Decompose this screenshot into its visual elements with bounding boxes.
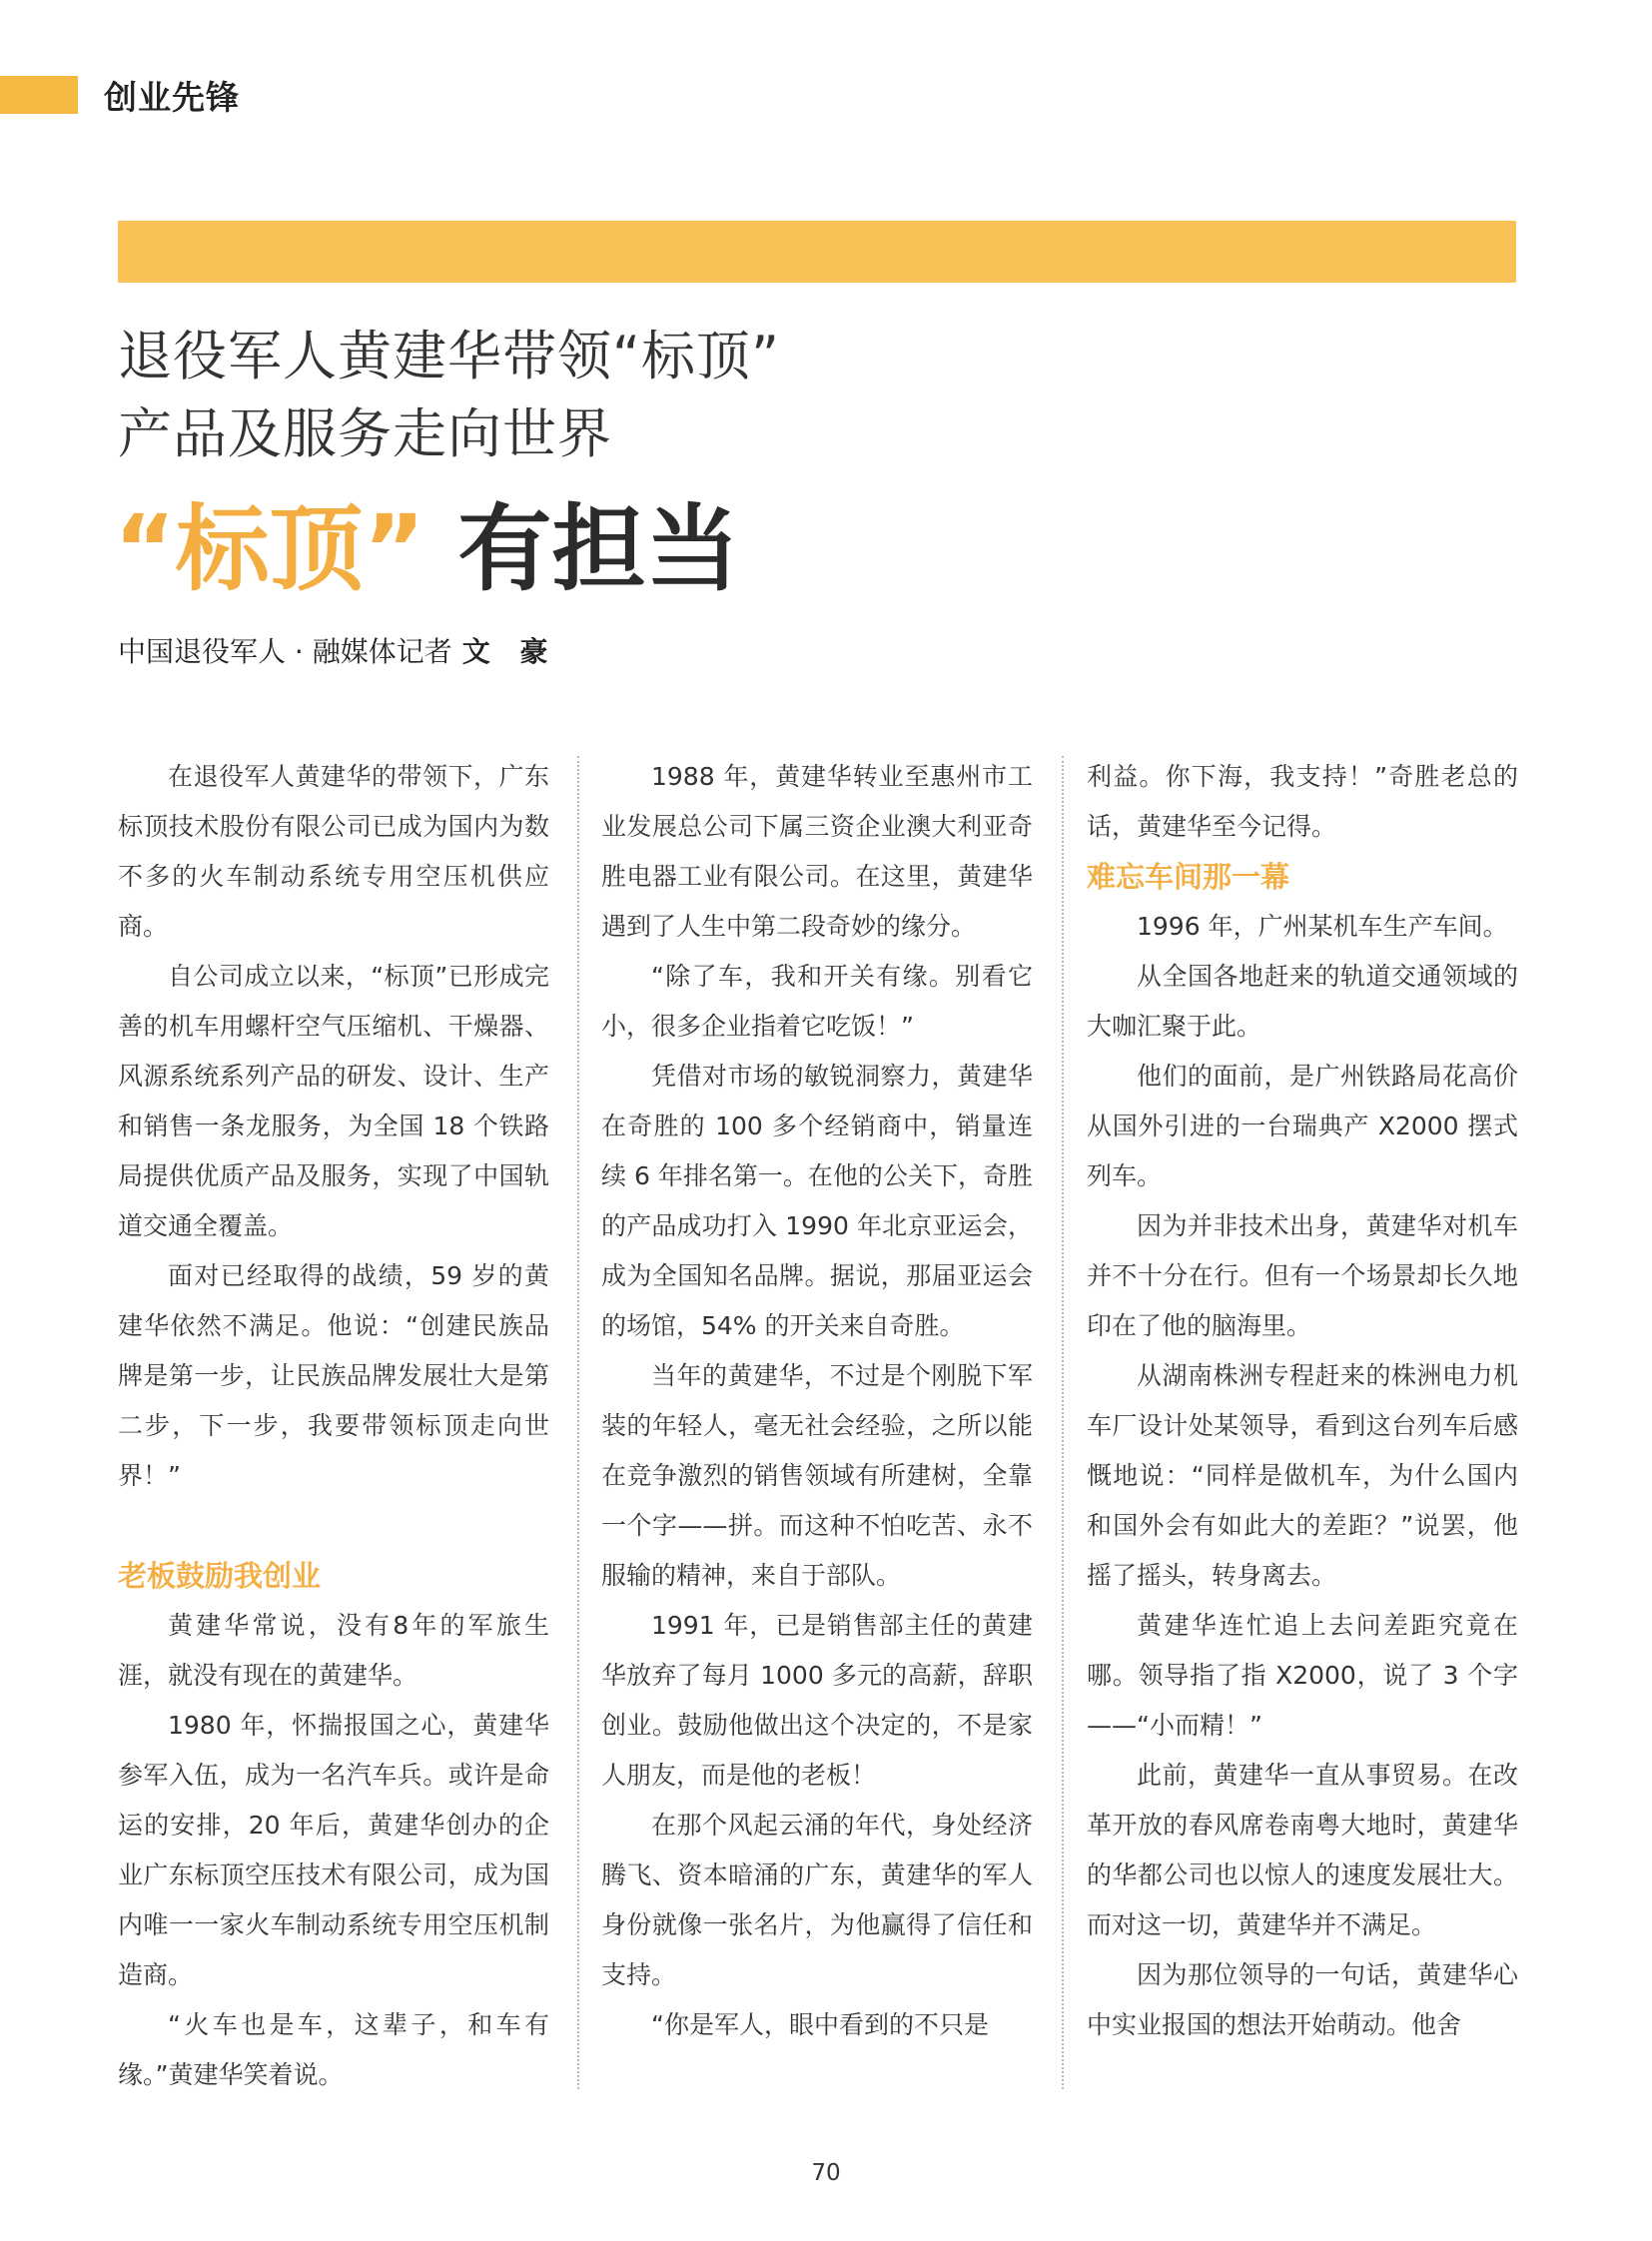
- title-color-band: [118, 221, 1516, 283]
- paragraph: 1988 年，黄建华转业至惠州市工业发展总公司下属三资企业澳大利亚奇胜电器工业有限公司。在这里，黄建华遇到了人生中第二段奇妙的缘分。: [601, 762, 1033, 941]
- column-divider: [1062, 756, 1064, 2089]
- paragraph: 此前，黄建华一直从事贸易。在改革开放的春风席卷南粤大地时，黄建华的华都公司也以惊人的速度发展壮大。而对这一切，黄建华并不满足。: [1087, 1761, 1518, 1939]
- paragraph: “你是军人，眼中看到的不只是: [651, 2010, 989, 2039]
- paragraph: 利益。你下海，我支持！”奇胜老总的话，黄建华至今记得。: [1087, 762, 1518, 841]
- byline-prefix: 中国退役军人 · 融媒体记者: [118, 635, 452, 668]
- subheading: 难忘车间那一幕: [1087, 860, 1290, 894]
- byline-author: 文 豪: [461, 635, 558, 668]
- byline: [118, 630, 557, 670]
- paragraph: 1991 年，已是销售部主任的黄建华放弃了每月 1000 多元的高薪，辞职创业。鼓励他做出这个决定的，不是家人朋友，而是他的老板！: [601, 1611, 1033, 1790]
- section-label: 创业先锋: [104, 78, 240, 117]
- headline: [114, 495, 739, 605]
- paragraph: 1996 年，广州某机车生产车间。: [1137, 912, 1508, 941]
- headline-rest: 有担当: [457, 495, 740, 604]
- column-divider: [577, 756, 579, 2089]
- article-column-3: [1087, 752, 1518, 2050]
- paragraph: 从湖南株洲专程赶来的株洲电力机车厂设计处某领导，看到这台列车后感慨地说：“同样是做机车，为什么国内和国外会有如此大的差距？”说罢，他摇了摇头，转身离去。: [1087, 1361, 1518, 1590]
- headline-close-quote: ”: [363, 495, 425, 604]
- paragraph: 面对已经取得的战绩，59 岁的黄建华依然不满足。他说：“创建民族品牌是第一步，让民族品牌发展壮大是第二步，下一步，我要带领标顶走向世界！”: [118, 1261, 549, 1490]
- page-number: 70: [811, 2160, 841, 2186]
- paragraph: 从全国各地赶来的轨道交通领域的大咖汇聚于此。: [1087, 962, 1518, 1041]
- paragraph: 他们的面前，是广州铁路局花高价从国外引进的一台瑞典产 X2000 摆式列车。: [1087, 1062, 1518, 1190]
- section-color-bar: [0, 76, 78, 114]
- headline-open-quote: “: [114, 495, 176, 604]
- paragraph: “火车也是车，这辈子，和车有缘。”黄建华笑着说。: [118, 2010, 549, 2089]
- headline-highlight: 标顶: [175, 495, 364, 604]
- paragraph: 黄建华连忙追上去问差距究竟在哪。领导指了指 X2000，说了 3 个字——“小而精！”: [1087, 1611, 1518, 1740]
- subheading: 老板鼓励我创业: [118, 1559, 322, 1593]
- paragraph: 凭借对市场的敏锐洞察力，黄建华在奇胜的 100 多个经销商中，销量连续 6 年排名第一。在他的公关下，奇胜的产品成功打入 1990 年北京亚运会，成为全国知名品牌。据说，那届亚运会的场馆，54% 的开关来自奇胜。: [601, 1062, 1033, 1340]
- paragraph: 自公司成立以来，“标顶”已形成完善的机车用螺杆空气压缩机、干燥器、风源系统系列产品的研发、设计、生产和销售一条龙服务，为全国 18 个铁路局提供优质产品及服务，实现了中国轨道交通全覆盖。: [118, 962, 549, 1240]
- article-column-2: [601, 752, 1033, 2050]
- article-column-1: [118, 752, 549, 2100]
- paragraph: 当年的黄建华，不过是个刚脱下军装的年轻人，毫无社会经验，之所以能在竞争激烈的销售领域有所建树，全靠一个字——拼。而这种不怕吃苦、永不服输的精神，来自于部队。: [601, 1361, 1033, 1590]
- paragraph: 在退役军人黄建华的带领下，广东标顶技术股份有限公司已成为国内为数不多的火车制动系统专用空压机供应商。: [118, 762, 549, 941]
- paragraph: 因为并非技术出身，黄建华对机车并不十分在行。但有一个场景却长久地印在了他的脑海里。: [1087, 1211, 1518, 1340]
- article-title-line-1: 退役军人黄建华带领“标顶”: [118, 325, 780, 387]
- article-title-line-2: 产品及服务走向世界: [118, 402, 612, 465]
- paragraph: 因为那位领导的一句话，黄建华心中实业报国的想法开始萌动。他舍: [1087, 1960, 1518, 2039]
- paragraph: 黄建华常说，没有8年的军旅生涯，就没有现在的黄建华。: [118, 1611, 549, 1690]
- paragraph: “除了车，我和开关有缘。别看它小，很多企业指着它吃饭！”: [601, 962, 1033, 1041]
- paragraph: 1980 年，怀揣报国之心，黄建华参军入伍，成为一名汽车兵。或许是命运的安排，20 年后，黄建华创办的企业广东标顶空压技术有限公司，成为国内唯一一家火车制动系统专用空压机制造商。: [118, 1711, 549, 1989]
- paragraph: 在那个风起云涌的年代，身处经济腾飞、资本暗涌的广东，黄建华的军人身份就像一张名片，为他赢得了信任和支持。: [601, 1811, 1033, 1989]
